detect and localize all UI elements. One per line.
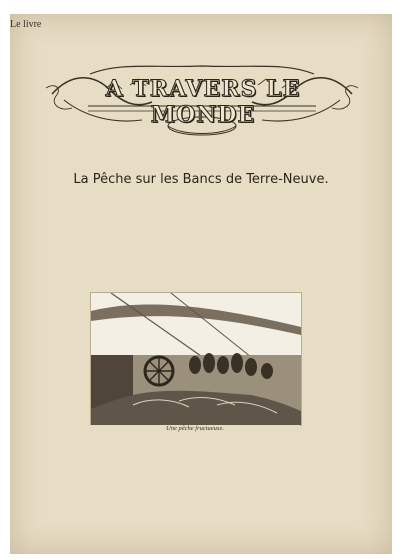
article-photo bbox=[90, 292, 302, 426]
masthead-title: A TRAVERS LE MONDE bbox=[105, 76, 301, 128]
photo-caption: Une pêche fructueuse. bbox=[90, 425, 300, 432]
header-tab: Le livre bbox=[10, 19, 42, 30]
magazine-page bbox=[10, 14, 392, 554]
masthead bbox=[32, 54, 372, 144]
article-title: La Pêche sur les Bancs de Terre-Neuve. bbox=[73, 172, 329, 187]
fishing-boat-photo-icon bbox=[91, 293, 301, 425]
